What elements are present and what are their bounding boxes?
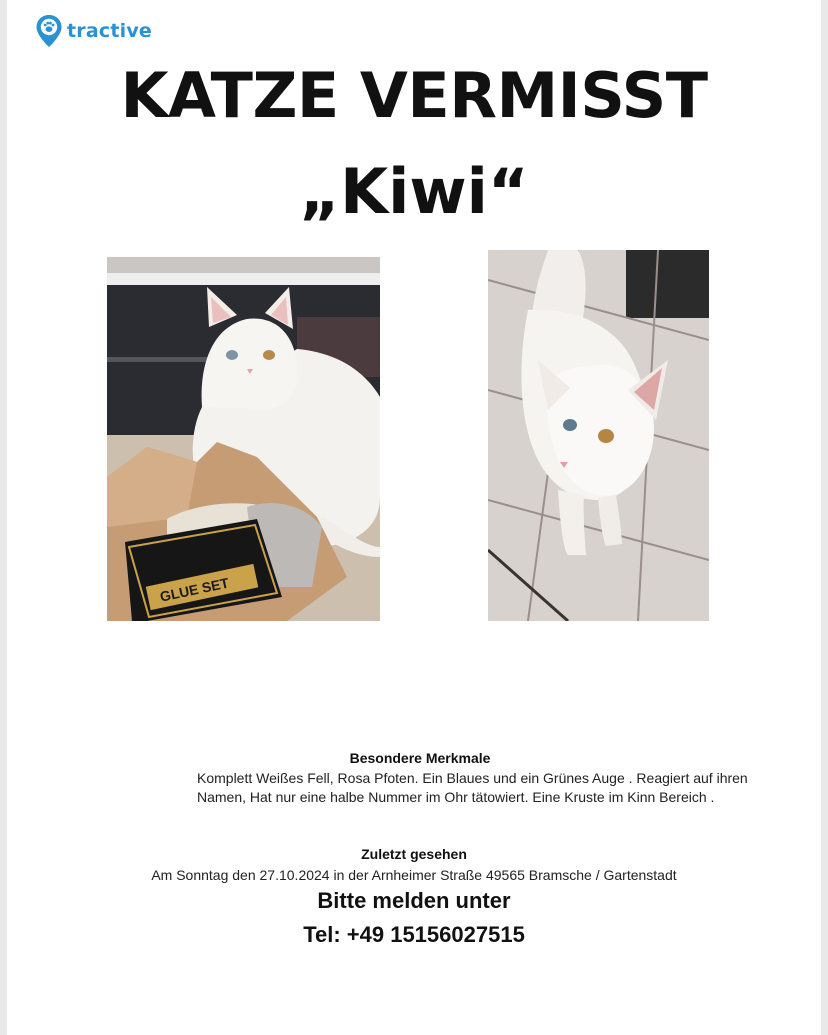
features-section <box>197 750 757 807</box>
contact-prompt: Bitte melden unter <box>317 888 511 913</box>
poster-page <box>7 0 821 1035</box>
logo-text: tractive <box>67 20 153 42</box>
cat-name: „Kiwi“ <box>299 155 529 228</box>
contact-phone: Tel: +49 15156027515 <box>303 922 525 947</box>
features-title: Besondere Merkmale <box>349 750 491 766</box>
last-seen-text: Am Sonntag den 27.10.2024 in der Arnheimer Straße 49565 Bramsche / Gartenstadt <box>151 867 677 883</box>
cat-photo-left <box>107 257 380 621</box>
features-text: Komplett Weißes Fell, Rosa Pfoten. Ein Blaues und ein Grünes Auge . Reagiert auf ihren Namen, Hat nur eine halbe Nummer im Ohr tätowiert. Eine Kruste im Kinn Bereich . <box>197 770 748 805</box>
tractive-logo <box>35 14 152 48</box>
cat-photo-right <box>488 250 709 621</box>
cat-photo-left-image <box>107 257 380 621</box>
poster-headline: KATZE VERMISST <box>120 59 708 132</box>
last-seen-title: Zuletzt gesehen <box>361 846 467 862</box>
glue-set-label: GLUE SET <box>158 574 231 605</box>
cat-photo-right-image <box>488 250 709 621</box>
location-pin-paw-icon <box>35 14 63 48</box>
